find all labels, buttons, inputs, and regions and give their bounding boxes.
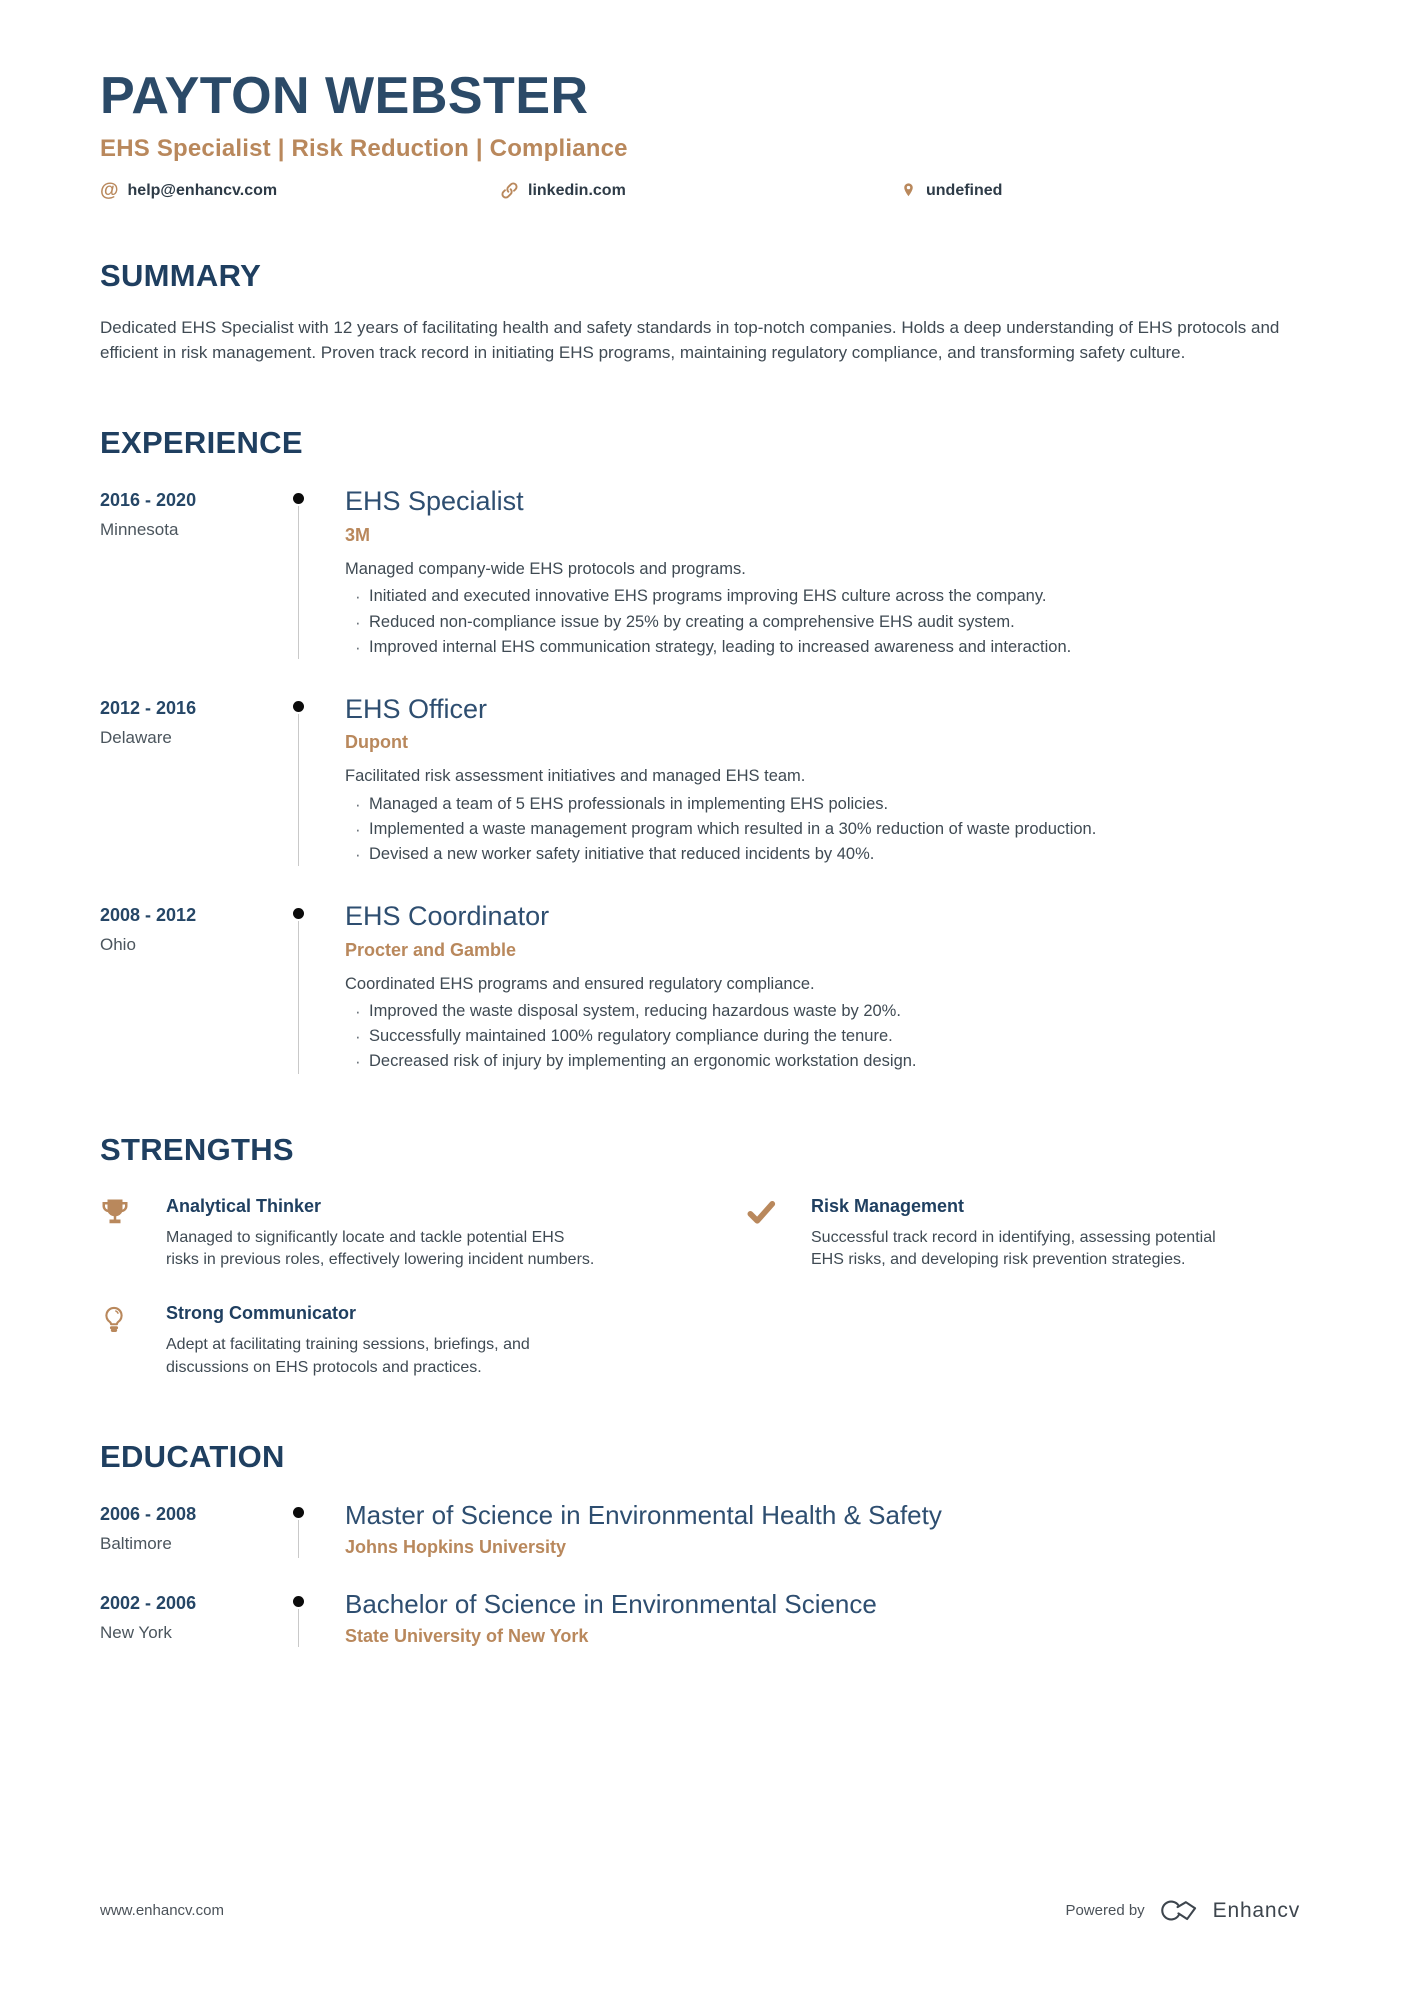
entry-job-title: EHS Specialist xyxy=(345,486,524,517)
entry-description: Coordinated EHS programs and ensured regulatory compliance. xyxy=(345,974,815,993)
education-section xyxy=(100,1439,1300,1647)
entry-meta xyxy=(100,487,285,658)
experience-entry xyxy=(100,487,1300,658)
bullet-text: Successfully maintained 100% regulatory compliance during the tenure. xyxy=(369,1027,893,1046)
entry-dates: 2012 - 2016 xyxy=(100,697,197,718)
entry-content xyxy=(311,902,1300,1073)
entry-meta xyxy=(100,1590,285,1647)
strengths-section xyxy=(100,1132,1300,1380)
summary-section xyxy=(100,258,1300,365)
bullet-item xyxy=(345,794,1300,816)
bullet-item xyxy=(345,1051,1300,1073)
education-entry xyxy=(100,1501,1300,1558)
degree-title: Master of Science in Environmental Health & Safety xyxy=(345,1500,942,1531)
timeline-dot xyxy=(293,493,304,504)
timeline-dot xyxy=(293,1507,304,1518)
contact-email[interactable] xyxy=(100,181,500,200)
timeline xyxy=(285,902,311,1073)
timeline-line xyxy=(298,506,299,658)
entry-bullets xyxy=(345,586,1300,658)
bullet-item xyxy=(345,637,1300,659)
bullet-item xyxy=(345,586,1300,608)
entry-location: Minnesota xyxy=(100,520,179,540)
experience-heading: EXPERIENCE xyxy=(100,425,303,461)
bullet-dot-glyph: · xyxy=(355,1027,361,1047)
strength-body xyxy=(166,1303,745,1379)
entry-dates: 2016 - 2020 xyxy=(100,490,197,511)
bullet-text: Reduced non-compliance issue by 25% by creating a comprehensive EHS audit system. xyxy=(369,612,1015,631)
summary-heading: SUMMARY xyxy=(100,258,262,294)
bullet-text: Devised a new worker safety initiative that reduced incidents by 40%. xyxy=(369,845,875,864)
strength-description: Successful track record in identifying, assessing potential EHS risks, and developing risk prevention strategies. xyxy=(811,1228,1216,1268)
entry-content xyxy=(311,1501,1300,1558)
strength-body xyxy=(166,1196,745,1272)
bullet-dot-glyph: · xyxy=(355,587,361,607)
contact-linkedin-text: linkedin.com xyxy=(528,181,626,199)
bullet-text: Decreased risk of injury by implementing an ergonomic workstation design. xyxy=(369,1052,917,1071)
strength-title: Risk Management xyxy=(811,1195,965,1216)
experience-section xyxy=(100,425,1300,1073)
school-name: Johns Hopkins University xyxy=(345,1536,567,1557)
entry-dates: 2002 - 2006 xyxy=(100,1592,197,1613)
timeline-dot xyxy=(293,701,304,712)
entry-job-title: EHS Coordinator xyxy=(345,901,550,932)
experience-entry xyxy=(100,902,1300,1073)
timeline-dot xyxy=(293,908,304,919)
bullet-text: Implemented a waste management program which resulted in a 30% reduction of waste production. xyxy=(369,819,1097,838)
bullet-item xyxy=(345,819,1300,841)
contact-email-text: help@enhancv.com xyxy=(127,181,278,199)
school-name: State University of New York xyxy=(345,1625,589,1646)
entry-bullets xyxy=(345,794,1300,866)
enhancv-brand-link[interactable] xyxy=(1159,1898,1300,1923)
entry-dates: 2006 - 2008 xyxy=(100,1504,197,1525)
bullet-text: Improved the waste disposal system, reducing hazardous waste by 20%. xyxy=(369,1002,901,1021)
education-entries xyxy=(100,1501,1300,1647)
contact-row xyxy=(100,181,1300,200)
powered-by-label: Powered by xyxy=(1065,1902,1145,1919)
timeline-line xyxy=(298,921,299,1073)
page-footer xyxy=(100,1898,1300,1923)
bullet-item xyxy=(345,1026,1300,1048)
strength-body xyxy=(811,1196,1300,1272)
degree-title: Bachelor of Science in Environmental Science xyxy=(345,1588,877,1619)
timeline xyxy=(285,1501,311,1558)
bullet-item xyxy=(345,1001,1300,1023)
footer-branding xyxy=(1065,1898,1300,1923)
lightbulb-icon xyxy=(100,1303,166,1379)
timeline-line xyxy=(298,1609,299,1647)
person-name: PAYTON WEBSTER xyxy=(100,67,589,125)
entry-content xyxy=(311,695,1300,866)
entry-bullets xyxy=(345,1001,1300,1073)
strength-description: Managed to significantly locate and tackle potential EHS risks in previous roles, effectively lowering incident numbers. xyxy=(166,1228,595,1268)
job-title-line: EHS Specialist | Risk Reduction | Compliance xyxy=(100,135,628,163)
strength-item xyxy=(745,1196,1300,1272)
entry-location: Baltimore xyxy=(100,1534,172,1554)
timeline xyxy=(285,487,311,658)
timeline xyxy=(285,1590,311,1647)
enhancv-logo-icon xyxy=(1159,1898,1203,1923)
bullet-text: Managed a team of 5 EHS professionals in implementing EHS policies. xyxy=(369,794,889,813)
bullet-item xyxy=(345,612,1300,634)
trophy-icon xyxy=(100,1196,166,1272)
entry-company: Dupont xyxy=(345,732,408,753)
bullet-text: Initiated and executed innovative EHS programs improving EHS culture across the company. xyxy=(369,587,1047,606)
entry-company: Procter and Gamble xyxy=(345,939,517,960)
bullet-dot-glyph: · xyxy=(355,637,361,657)
timeline-dot xyxy=(293,1596,304,1607)
bullet-dot-glyph: · xyxy=(355,794,361,814)
bullet-dot-glyph: · xyxy=(355,845,361,865)
contact-location[interactable] xyxy=(900,181,1300,200)
entry-location: Ohio xyxy=(100,935,136,955)
timeline-line xyxy=(298,714,299,866)
location-pin-icon xyxy=(900,181,917,200)
bullet-dot-glyph: · xyxy=(355,1052,361,1072)
link-icon xyxy=(500,181,519,200)
entry-company: 3M xyxy=(345,525,371,545)
summary-text: Dedicated EHS Specialist with 12 years of facilitating health and safety standards in top-notch companies. Holds a deep understanding of EHS protocols and efficient in risk management. Proven track record in initiating EHS programs, maintaining regulatory compliance, and transforming safety culture. xyxy=(100,318,1280,362)
entry-description: Managed company-wide EHS protocols and programs. xyxy=(345,560,746,578)
strength-title: Analytical Thinker xyxy=(166,1195,322,1216)
contact-location-text: undefined xyxy=(926,181,1003,199)
footer-website-link[interactable]: www.enhancv.com xyxy=(100,1902,224,1919)
entry-content xyxy=(311,487,1300,658)
experience-entry xyxy=(100,695,1300,866)
entry-dates: 2008 - 2012 xyxy=(100,905,197,926)
resume-header xyxy=(100,67,1300,202)
education-entry xyxy=(100,1590,1300,1647)
strength-description: Adept at facilitating training sessions, briefings, and discussions on EHS protocols and practices. xyxy=(166,1336,530,1376)
strength-item xyxy=(100,1196,745,1272)
entry-meta xyxy=(100,902,285,1073)
bullet-text: Improved internal EHS communication strategy, leading to increased awareness and interaction. xyxy=(369,637,1072,656)
strengths-heading: STRENGTHS xyxy=(100,1131,294,1167)
entry-meta xyxy=(100,695,285,866)
entry-description: Facilitated risk assessment initiatives and managed EHS team. xyxy=(345,767,806,786)
strength-item xyxy=(100,1303,745,1379)
bullet-dot-glyph: · xyxy=(355,612,361,632)
entry-content xyxy=(311,1590,1300,1647)
entry-job-title: EHS Officer xyxy=(345,693,488,724)
education-heading: EDUCATION xyxy=(100,1439,285,1475)
entry-meta xyxy=(100,1501,285,1558)
at-icon: @ xyxy=(100,180,119,202)
entry-location: New York xyxy=(100,1622,172,1642)
strengths-grid xyxy=(100,1196,1300,1380)
check-icon xyxy=(745,1196,811,1272)
bullet-item xyxy=(345,844,1300,866)
experience-entries xyxy=(100,487,1300,1073)
timeline xyxy=(285,695,311,866)
enhancv-brand-name: Enhancv xyxy=(1212,1898,1300,1922)
contact-linkedin[interactable] xyxy=(500,181,900,200)
bullet-dot-glyph: · xyxy=(355,1002,361,1022)
timeline-line xyxy=(298,1520,299,1558)
bullet-dot-glyph: · xyxy=(355,819,361,839)
entry-location: Delaware xyxy=(100,727,172,747)
strength-title: Strong Communicator xyxy=(166,1303,357,1324)
